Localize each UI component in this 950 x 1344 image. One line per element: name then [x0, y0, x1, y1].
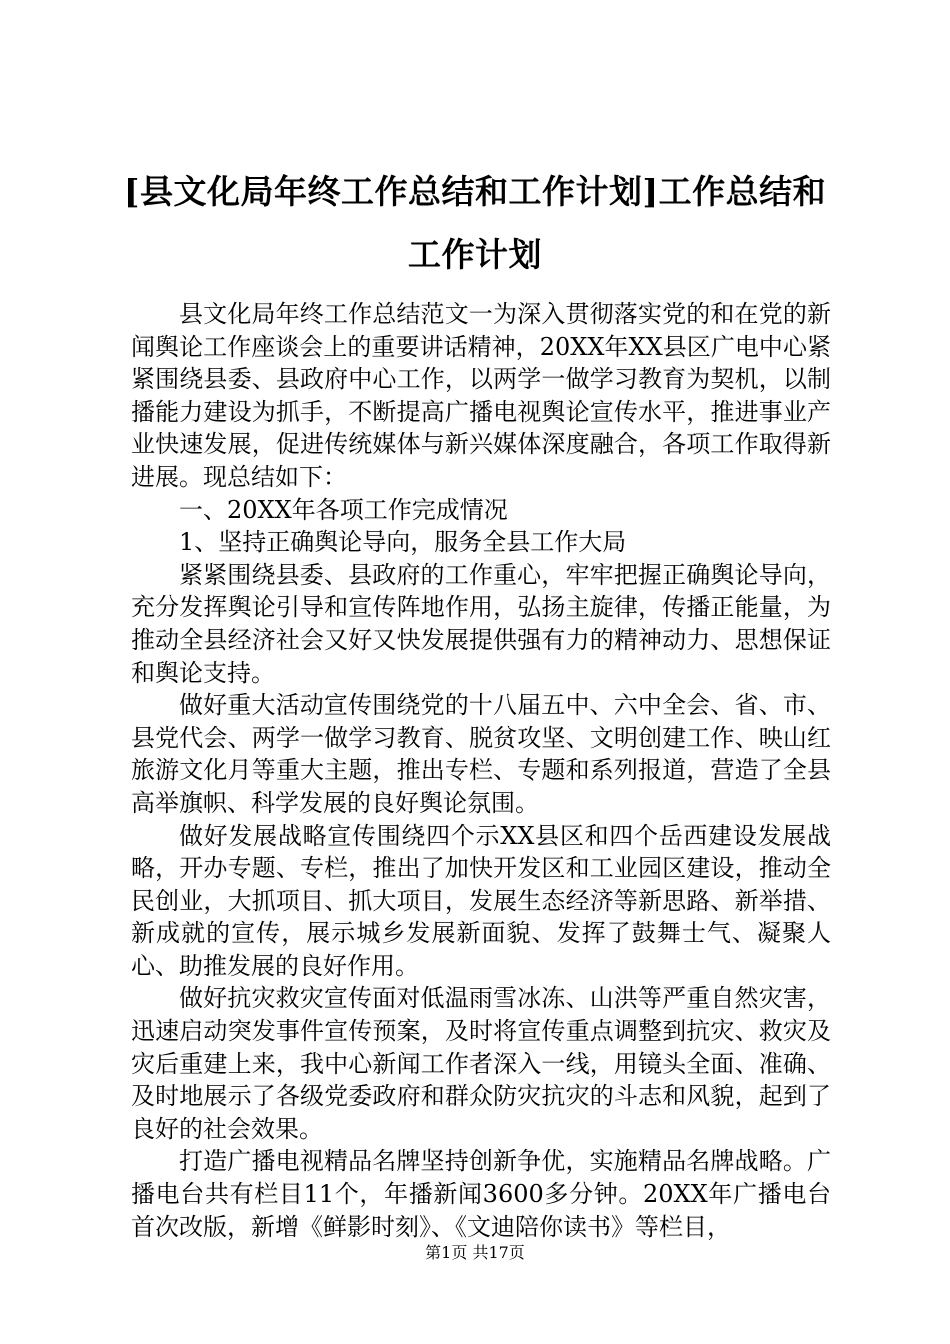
paragraph: 县文化局年终工作总结范文一为深入贯彻落实党的和在党的新闻舆论工作座谈会上的重要讲话精神，20XX年XX县区广电中心紧紧围绕县委、县政府中心工作，以两学一做学习教育为契机，以制播能力建设为抓手，不断提高广播电视舆论宣传水平，推进事业产业快速发展，促进传统媒体与新兴媒体深度融合，各项工作取得新进展。现总结如下：: [131, 300, 831, 491]
paragraph: 紧紧围绕县委、县政府的工作重心，牢牢把握正确舆论导向，充分发挥舆论引导和宣传阵地作用，弘扬主旋律，传播正能量，为推动全县经济社会又好又快发展提供强有力的精神动力、思想保证和舆论支持。: [131, 560, 831, 687]
document-title: [县文化局年终工作总结和工作计划]工作总结和工作计划: [123, 172, 827, 274]
document-body: [131, 298, 831, 1243]
section-heading: 一、20XX年各项工作完成情况: [179, 495, 508, 524]
paragraph: 做好发展战略宣传围绕四个示XX县区和四个岳西建设发展战略，开办专题、专栏，推出了加快开发区和工业园区建设，推动全民创业，大抓项目、抓大项目，发展生态经济等新思路、新举措、新成就的宣传，展示城乡发展新面貌、发挥了鼓舞士气、凝聚人心、助推发展的良好作用。: [131, 821, 831, 980]
page-footer: 第1页 共17页: [425, 1243, 525, 1262]
paragraph: 做好重大活动宣传围绕党的十八届五中、六中全会、省、市、县党代会、两学一做学习教育、脱贫攻坚、文明创建工作、映山红旅游文化月等重大主题，推出专栏、专题和系列报道，营造了全县高举旗帜、科学发展的良好舆论氛围。: [131, 691, 831, 817]
paragraph: 打造广播电视精品名牌坚持创新争优，实施精品名牌战略。广播电台共有栏目11个，年播新闻3600多分钟。20XX年广播电台首次改版，新增《鲜影时刻》、《文迪陪你读书》等栏目，: [131, 1147, 831, 1241]
paragraph: 做好抗灾救灾宣传面对低温雨雪冰冻、山洪等严重自然灾害，迅速启动突发事件宣传预案，及时将宣传重点调整到抗灾、救灾及灾后重建上来，我中心新闻工作者深入一线，用镜头全面、准确、及时地展示了各级党委政府和群众防灾抗灾的斗志和风貌，起到了良好的社会效果。: [131, 984, 831, 1143]
subsection-heading: 1、坚持正确舆论导向，服务全县工作大局: [179, 528, 627, 557]
